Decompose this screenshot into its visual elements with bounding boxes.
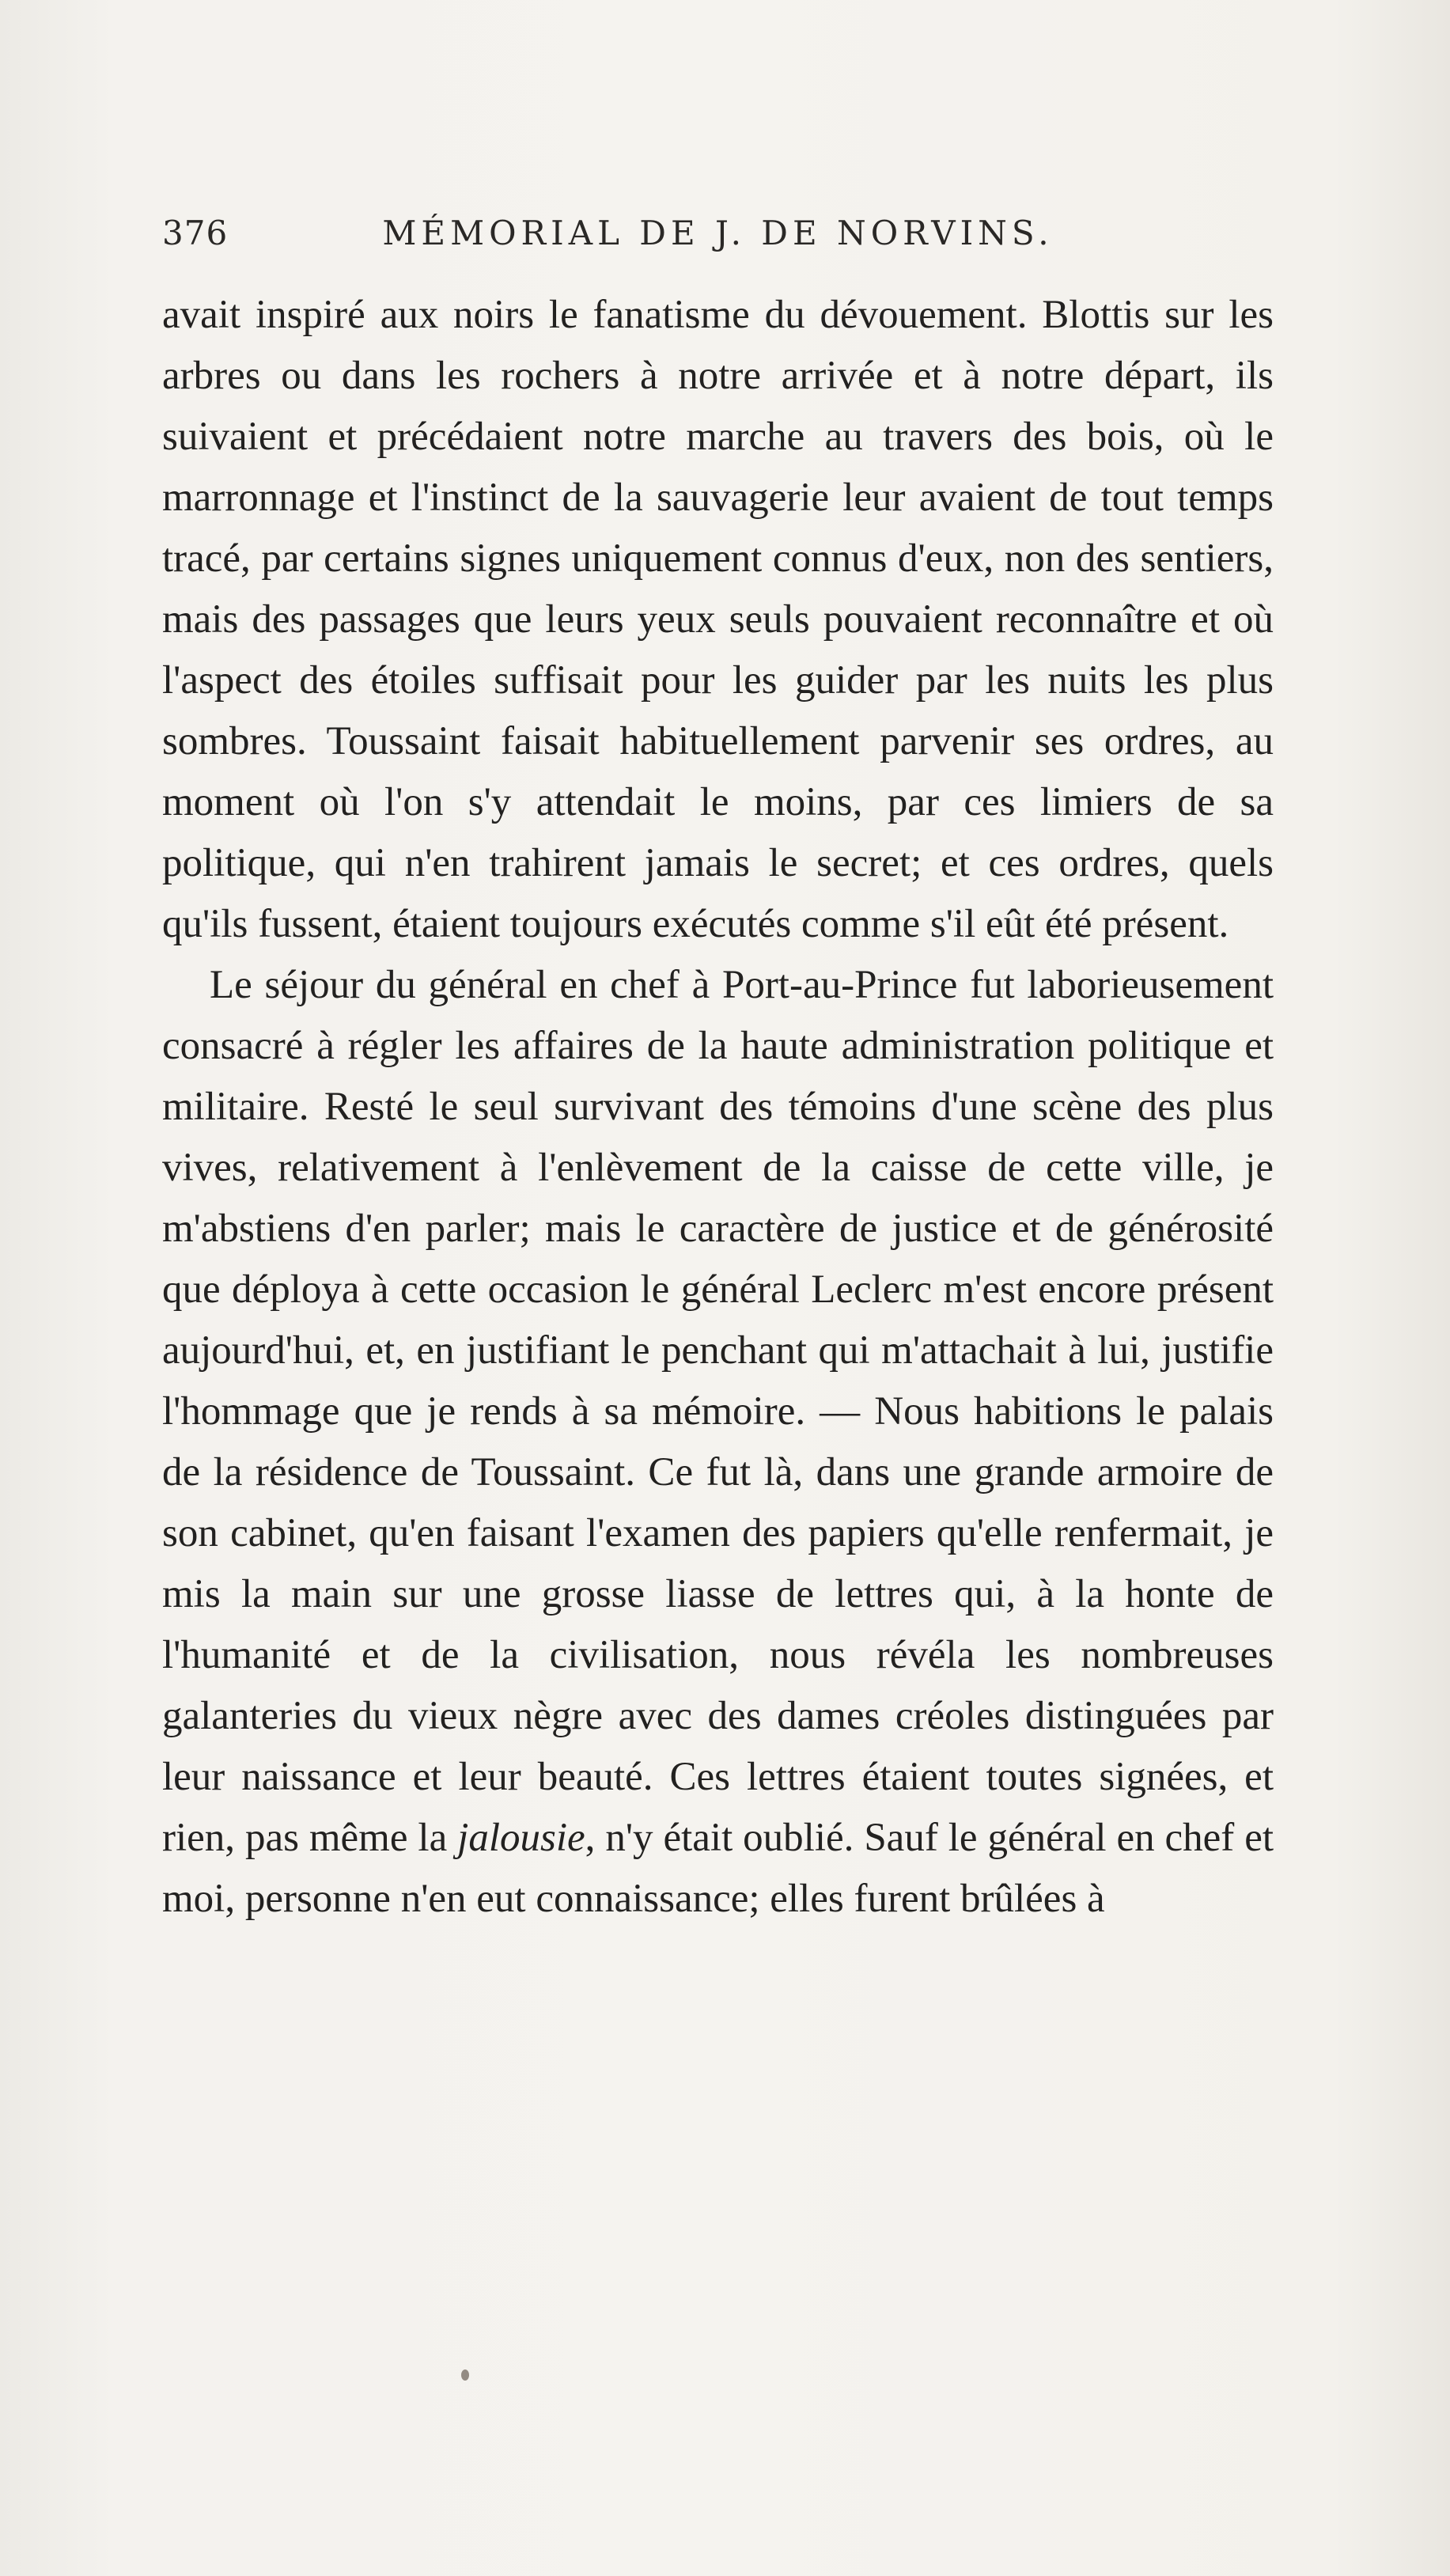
ink-mark [461, 2370, 469, 2381]
running-title: MÉMORIAL DE J. DE NORVINS. [382, 214, 1054, 252]
paragraph-2-text-a: Le séjour du général en chef à Port-au-Prince fut laborieusement consacré à régler les affaires de la haute administration politique et militaire. Resté le seul survivant des témoins d'une scène des plus vives, relativement à l'enlèvement de la caisse de cette ville, je m'abstiens d'en parler; mais le caractère de justice et de générosité que déploya à cette occasion le général Leclerc m'est encore présent aujourd'hui, et, en justifiant le penchant qui m'attachait à lui, justifie l'hommage que je rends à sa mémoire. — Nous habitions le palais de la résidence de Toussaint. Ce fut là, dans une grande armoire de son cabinet, qu'en faisant l'examen des papiers qu'elle renfermait, je mis la main sur une grosse liasse de lettres qui, à la honte de l'humanité et de la civilisation, nous révéla les nombreuses galanteries du vieux nègre avec des dames créoles distinguées par leur naissance et leur beauté. Ces lettres étaient toutes signées, et rien, pas même la [162, 963, 1274, 1860]
paragraph-1: avait inspiré aux noirs le fanatisme du dévouement. Blottis sur les arbres ou dans les rochers à notre arrivée et à notre départ, ils suivaient et précédaient notre marche au travers des bois, où le marronnage et l'instinct de la sauvagerie leur avaient de tout temps tracé, par certains signes uniquement connus d'eux, non des sentiers, mais des passages que leurs yeux seuls pouvaient reconnaître et où l'aspect des étoiles suffisait pour les guider par les nuits les plus sombres. Toussaint faisait habituellement parvenir ses ordres, au moment où l'on s'y attendait le moins, par ces limiers de sa politique, qui n'en trahirent jamais le secret; et ces ordres, quels qu'ils fussent, étaient toujours exécutés comme s'il eût été présent. [162, 293, 1274, 946]
paragraph-2 [162, 955, 1274, 1930]
paragraph-2-italic-word: jalousie [457, 1816, 585, 1860]
paragraph-2-text-b: , n'y était oublié. Sauf le général en chef et moi, personne n'en eut connaissance; elles furent brûlées à [162, 1816, 1274, 1921]
page-number: 376 [162, 214, 229, 252]
page-header [162, 207, 1274, 271]
body-text [162, 285, 1274, 1930]
